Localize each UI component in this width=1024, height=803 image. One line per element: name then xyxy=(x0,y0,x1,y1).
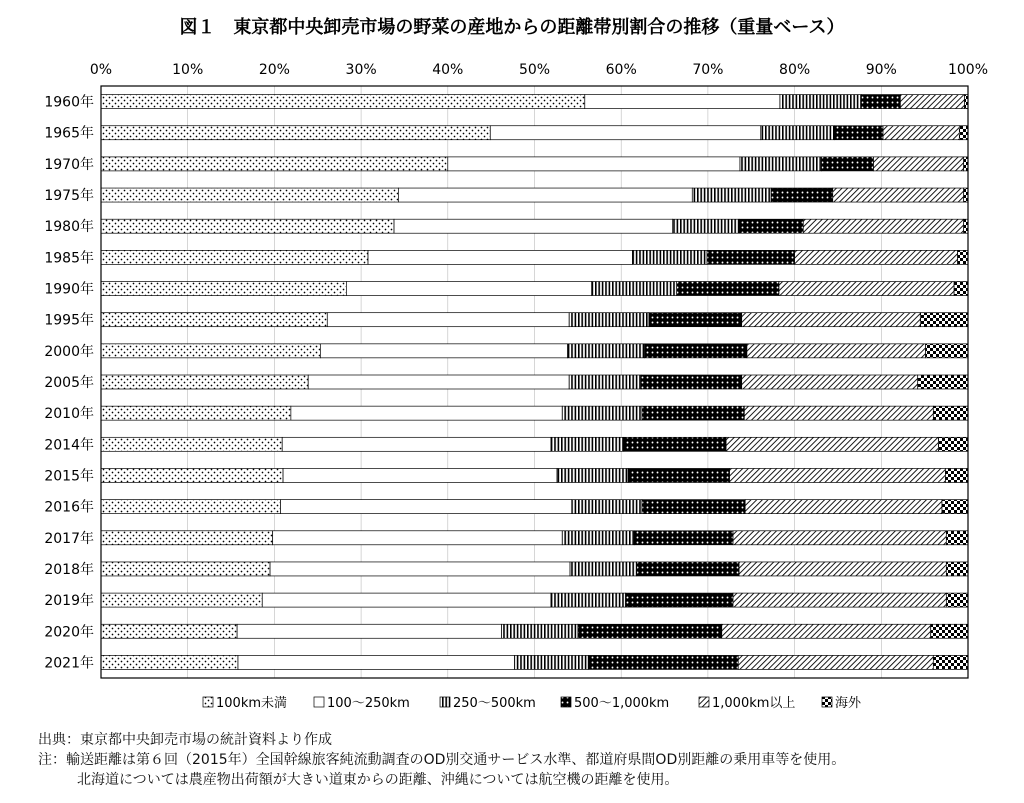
bar-segment xyxy=(283,468,557,482)
bar-segment xyxy=(821,157,873,171)
legend-swatch xyxy=(699,697,709,707)
y-axis-labels xyxy=(44,94,94,672)
bar-segment xyxy=(262,593,551,607)
bar-segment xyxy=(569,375,641,389)
bar-segment xyxy=(101,313,327,327)
y-tick-label: 2005年 xyxy=(44,375,94,391)
bar-segment xyxy=(101,437,282,451)
bar-segment xyxy=(101,500,280,514)
bar-segment xyxy=(834,126,883,140)
bar-segment xyxy=(803,219,963,233)
notes-block xyxy=(38,730,845,790)
bar-segment xyxy=(742,313,921,327)
legend-swatch xyxy=(440,697,450,707)
chart-title: 図１ 東京都中央卸売市場の野菜の産地からの距離帯別割合の推移（重量ベース） xyxy=(179,17,845,38)
legend-label: 1,000km以上 xyxy=(712,696,796,711)
bar-segment xyxy=(873,157,963,171)
bar-segment xyxy=(738,655,933,669)
y-tick-label: 1995年 xyxy=(44,312,94,329)
bar-segment xyxy=(368,250,632,264)
bar-segment xyxy=(551,593,626,607)
legend-label: 250～500km xyxy=(453,696,536,711)
bar-segment xyxy=(964,219,968,233)
bar-segment xyxy=(645,344,747,358)
bar-segment xyxy=(448,157,740,171)
bar-segment xyxy=(739,219,803,233)
bar-segment xyxy=(327,313,569,327)
bar-segment xyxy=(761,126,835,140)
note-line-2: 北海道については農産物出荷額が大きい道東からの距離、沖縄については航空機の距離を使用。 xyxy=(77,772,679,788)
bar-segment xyxy=(624,437,726,451)
bar-segment xyxy=(672,219,739,233)
y-tick-label: 1980年 xyxy=(44,219,94,236)
bar-segment xyxy=(920,313,968,327)
legend-label: 海外 xyxy=(835,696,862,711)
bar-segment xyxy=(692,188,771,202)
bar-segment xyxy=(101,95,585,109)
bar-segment xyxy=(101,655,238,669)
bar-segment xyxy=(726,437,938,451)
bar-segment xyxy=(945,468,968,482)
bar-segment xyxy=(742,375,918,389)
y-tick-label: 1965年 xyxy=(44,125,94,142)
bar-segment xyxy=(733,531,946,545)
bar-segment xyxy=(641,375,742,389)
bar-segment xyxy=(740,157,821,171)
x-tick-label: 10% xyxy=(172,62,204,78)
x-tick-label: 90% xyxy=(865,62,897,78)
bar-segment xyxy=(592,282,677,296)
bar-segment xyxy=(933,406,968,420)
bar-segment xyxy=(954,282,968,296)
bar-segment xyxy=(490,126,761,140)
bar-segment xyxy=(101,157,448,171)
bar-segment xyxy=(707,250,795,264)
bar-segment xyxy=(557,468,628,482)
bar-segment xyxy=(747,344,926,358)
x-tick-label: 0% xyxy=(89,62,113,78)
y-tick-label: 2019年 xyxy=(44,593,94,610)
bar-segment xyxy=(101,562,270,576)
note-line-1: 注：輸送距離は第６回（2015年）全国幹線旅客純流動調査のOD別交通サービス水準、都道府県間OD別距離の乗用車等を使用。 xyxy=(38,752,846,768)
bar-segment xyxy=(634,531,733,545)
bar-segment xyxy=(626,593,734,607)
bar-segment xyxy=(637,562,739,576)
legend-label: 500～1,000km xyxy=(574,696,670,711)
y-tick-label: 1985年 xyxy=(44,250,94,267)
bar-segment xyxy=(958,250,968,264)
bar-segment xyxy=(101,250,368,264)
bar-segment xyxy=(101,126,490,140)
y-tick-label: 2017年 xyxy=(44,530,94,547)
bar-segment xyxy=(931,624,968,638)
bar-segment xyxy=(578,624,722,638)
bar-segment xyxy=(101,344,320,358)
bar-segment xyxy=(282,437,551,451)
bar-segment xyxy=(572,500,642,514)
bar-segment xyxy=(883,126,959,140)
legend-swatch xyxy=(561,697,571,707)
bar-segment xyxy=(642,500,745,514)
y-tick-label: 1960年 xyxy=(44,94,94,111)
bar-segment xyxy=(101,375,308,389)
bar-segment xyxy=(346,282,591,296)
y-tick-label: 1970年 xyxy=(44,156,94,173)
x-tick-label: 30% xyxy=(345,62,377,78)
y-tick-label: 1990年 xyxy=(44,281,94,298)
bar-segment xyxy=(562,406,642,420)
bar-segment xyxy=(632,250,707,264)
bar-segment xyxy=(101,188,398,202)
bar-segment xyxy=(562,531,634,545)
bar-segment xyxy=(942,500,968,514)
bar-segment xyxy=(101,593,262,607)
bar-segment xyxy=(771,188,833,202)
x-tick-label: 80% xyxy=(779,62,811,78)
x-tick-label: 70% xyxy=(692,62,724,78)
bar-segment xyxy=(502,624,578,638)
bar-segment xyxy=(291,406,562,420)
bar-segment xyxy=(739,562,946,576)
bar-segment xyxy=(394,219,672,233)
bar-segment xyxy=(101,624,237,638)
bar-segment xyxy=(628,468,729,482)
y-tick-label: 2000年 xyxy=(44,343,94,360)
x-axis-ticks xyxy=(90,62,988,78)
bar-segment xyxy=(861,95,900,109)
legend xyxy=(203,695,862,711)
bar-segment xyxy=(730,468,946,482)
bar-segment xyxy=(320,344,567,358)
bar-segment xyxy=(933,655,968,669)
bar-segment xyxy=(101,219,394,233)
bar-segment xyxy=(101,468,283,482)
bar-segment xyxy=(900,95,964,109)
bar-segment xyxy=(588,655,738,669)
y-tick-label: 2020年 xyxy=(44,624,94,641)
bar-segment xyxy=(745,500,942,514)
bar-segment xyxy=(398,188,692,202)
y-tick-label: 2014年 xyxy=(44,437,94,454)
bar-segment xyxy=(833,188,964,202)
bar-segment xyxy=(101,531,273,545)
x-tick-label: 50% xyxy=(518,62,551,78)
bar-segment xyxy=(515,655,589,669)
bar-segment xyxy=(270,562,570,576)
y-tick-label: 1975年 xyxy=(44,188,94,205)
y-tick-label: 2018年 xyxy=(44,561,94,578)
bar-segment xyxy=(946,531,968,545)
y-tick-label: 2010年 xyxy=(44,406,94,423)
bar-segment xyxy=(946,593,968,607)
bar-segment xyxy=(280,500,571,514)
x-tick-label: 40% xyxy=(432,62,464,78)
bar-segment xyxy=(585,95,780,109)
bar-segment xyxy=(273,531,563,545)
bar-segment xyxy=(959,126,968,140)
legend-swatch xyxy=(314,697,324,707)
source-note: 出典：東京都中央卸売市場の統計資料より作成 xyxy=(38,732,332,748)
bar-segment xyxy=(677,282,779,296)
x-tick-label: 20% xyxy=(258,62,290,78)
bar-segment xyxy=(308,375,569,389)
bar-segment xyxy=(964,157,968,171)
bar-segment xyxy=(569,313,649,327)
bar-segment xyxy=(918,375,968,389)
bar-segment xyxy=(744,406,933,420)
bar-segment xyxy=(795,250,958,264)
bar-segment xyxy=(570,562,637,576)
y-tick-label: 2021年 xyxy=(44,655,94,672)
y-tick-label: 2015年 xyxy=(44,468,94,485)
x-tick-label: 60% xyxy=(605,62,637,78)
bar-segment xyxy=(926,344,968,358)
bar-segment xyxy=(101,406,291,420)
legend-swatch xyxy=(822,697,832,707)
bar-segment xyxy=(642,406,744,420)
bar-segment xyxy=(964,188,968,202)
bar-segment xyxy=(238,655,515,669)
bar-segment xyxy=(237,624,501,638)
bar-segment xyxy=(551,437,624,451)
bar-segment xyxy=(780,95,861,109)
bar-segment xyxy=(722,624,931,638)
bar-segment xyxy=(567,344,644,358)
legend-label: 100km未満 xyxy=(216,696,288,711)
legend-swatch xyxy=(203,697,213,707)
bar-segment xyxy=(101,282,346,296)
bar-segment xyxy=(649,313,742,327)
bar-segment xyxy=(939,437,968,451)
legend-label: 100～250km xyxy=(327,696,410,711)
bar-segment xyxy=(779,282,954,296)
bar-segment xyxy=(946,562,968,576)
x-tick-label: 100% xyxy=(947,62,989,78)
y-tick-label: 2016年 xyxy=(44,499,94,516)
bar-segment xyxy=(733,593,946,607)
